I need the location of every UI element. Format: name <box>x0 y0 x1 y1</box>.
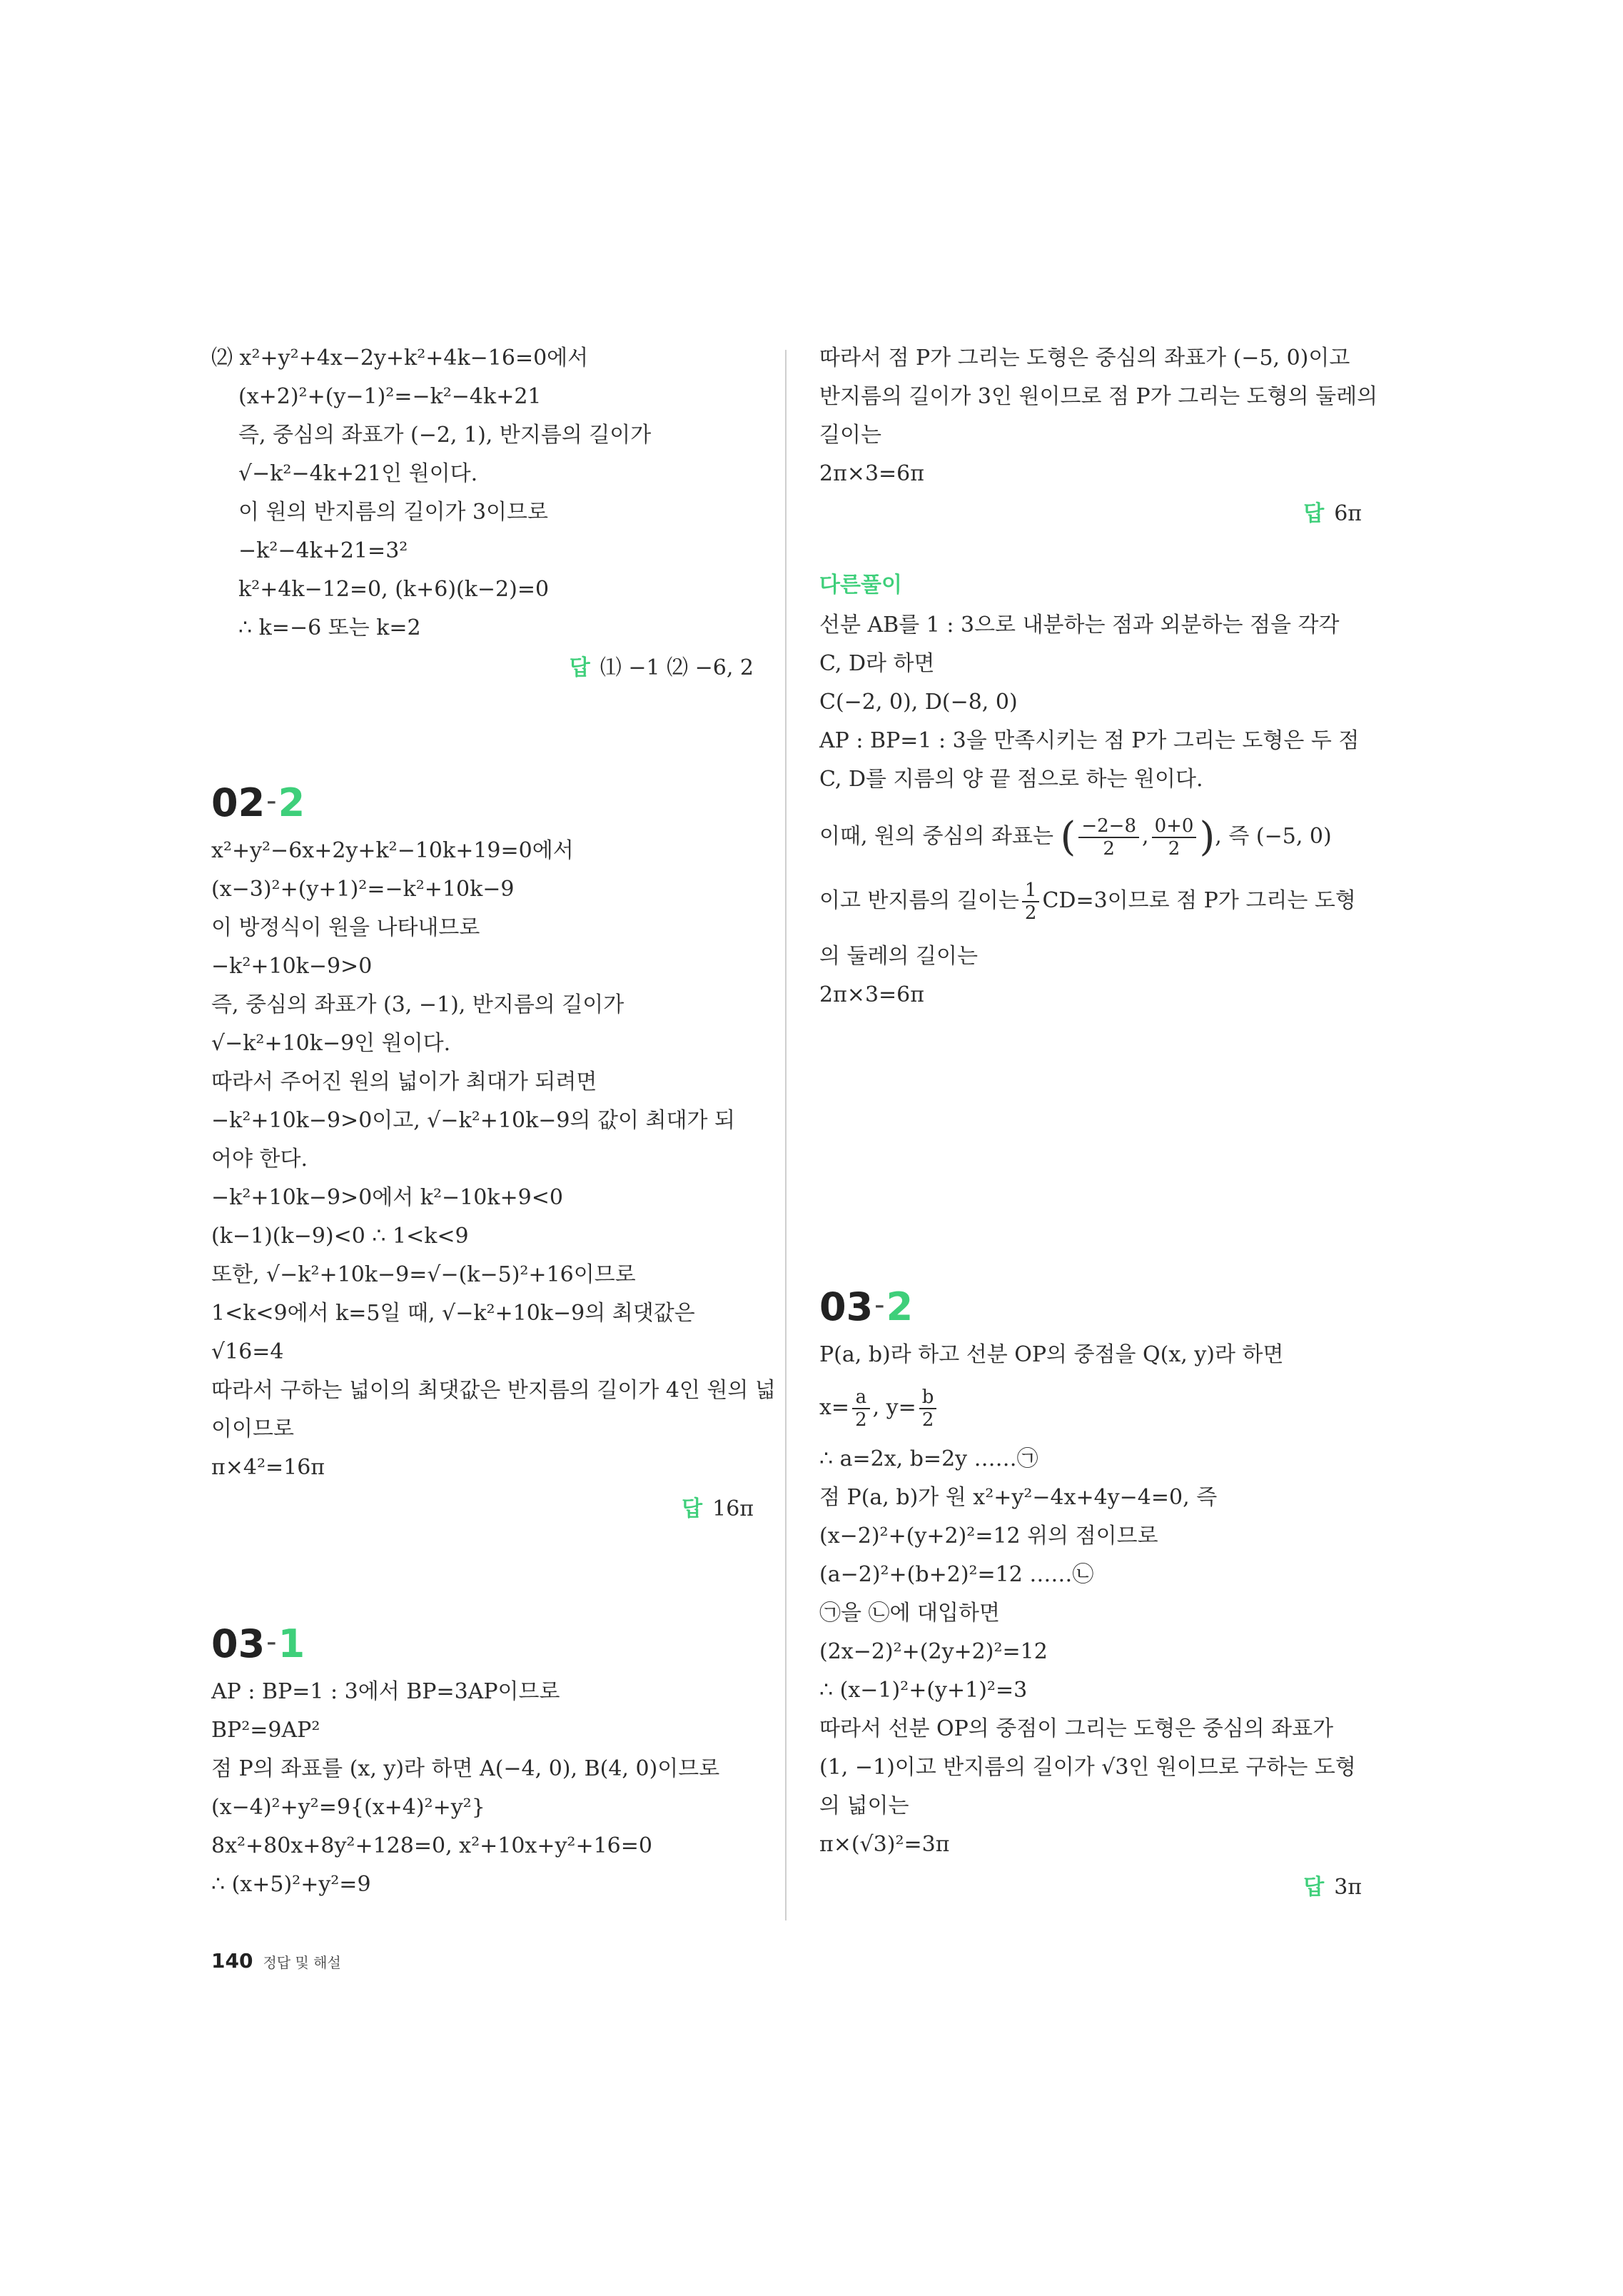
text-line: AP : BP=1 : 3에서 BP=3AP이므로 <box>211 1679 560 1704</box>
answer-value: 16π <box>712 1496 754 1521</box>
text-line: −k²+10k−9>0 <box>211 954 373 979</box>
text-line: 8x²+80x+8y²+128=0, x²+10x+y²+16=0 <box>211 1833 652 1858</box>
text-line: π×(√3)²=3π <box>819 1832 950 1857</box>
text-line: ㉠을 ㉡에 대입하면 <box>819 1601 1000 1626</box>
text-line: (a−2)²+(b+2)²=12 ……㉡ <box>819 1562 1094 1587</box>
left-paren: ( <box>1060 814 1076 860</box>
text-line: P(a, b)라 하고 선분 OP의 중점을 Q(x, y)라 하면 <box>819 1342 1284 1367</box>
text-line: 따라서 구하는 넓이의 최댓값은 반지름의 길이가 4인 원의 넓 <box>211 1378 776 1403</box>
answer-value: 6π <box>1334 501 1362 526</box>
text-line: C(−2, 0), D(−8, 0) <box>819 690 1018 715</box>
fraction: $\frac{b}{2}$ <box>919 1386 937 1431</box>
center-formula-line: 이때, 원의 중심의 좌표는 ( $\frac{-2-8}{2}$ , $\frac{0+0}{2}$ ), 즉 (−5, 0) <box>819 814 1332 860</box>
answer-line <box>1303 500 1362 528</box>
text-line: 따라서 점 P가 그리는 도형은 중심의 좌표가 (−5, 0)이고 <box>819 346 1350 371</box>
text-line: 이이므로 <box>211 1416 294 1441</box>
text-line: 선분 AB를 1 : 3으로 내분하는 점과 외분하는 점을 각각 <box>819 613 1340 638</box>
text-line: 1<k<9에서 k=5일 때, √−k²+10k−9의 최댓값은 <box>211 1301 695 1326</box>
section-heading-03-2: 03-2 <box>819 1284 914 1329</box>
text-line: BP²=9AP² <box>211 1718 320 1743</box>
fraction: $\frac{0+0}{2}$ <box>1152 815 1197 860</box>
text-line: ∴ k=−6 또는 k=2 <box>238 615 421 640</box>
text-line: (x−2)²+(y+2)²=12 위의 점이므로 <box>819 1524 1158 1549</box>
text-line: ∴ a=2x, b=2y ……㉠ <box>819 1446 1038 1471</box>
text-line: 또한, √−k²+10k−9=√−(k−5)²+16이므로 <box>211 1262 636 1287</box>
text-line: 따라서 주어진 원의 넓이가 최대가 되려면 <box>211 1069 597 1094</box>
text-line: 2π×3=6π <box>819 461 924 486</box>
text-line: −k²+10k−9>0에서 k²−10k+9<0 <box>211 1185 563 1210</box>
text-line: π×4²=16π <box>211 1455 325 1480</box>
text-line: 어야 한다. <box>211 1147 308 1172</box>
text-line: 점 P(a, b)가 원 x²+y²−4x+4y−4=0, 즉 <box>819 1485 1218 1510</box>
text-line: C, D를 지름의 양 끝 점으로 하는 원이다. <box>819 767 1203 792</box>
text-line: (x+2)²+(y−1)²=−k²−4k+21 <box>238 384 542 409</box>
answer-value: ⑴ −1 ⑵ −6, 2 <box>600 655 754 680</box>
text-line: 이 방정식이 원을 나타내므로 <box>211 915 480 940</box>
text-line: ∴ (x−1)²+(y+1)²=3 <box>819 1678 1028 1703</box>
text-line: 즉, 중심의 좌표가 (3, −1), 반지름의 길이가 <box>211 992 625 1017</box>
text-line: 반지름의 길이가 3인 원이므로 점 P가 그리는 도형의 둘레의 <box>819 384 1378 409</box>
answer-tag: 답 <box>1303 501 1325 526</box>
answer-line <box>682 1495 754 1524</box>
fraction: $\frac{1}{2}$ <box>1022 880 1040 924</box>
text-line: √−k²−4k+21인 원이다. <box>238 461 478 486</box>
text-line: 즉, 중심의 좌표가 (−2, 1), 반지름의 길이가 <box>238 423 652 448</box>
text-line: (2x−2)²+(2y+2)²=12 <box>819 1639 1048 1664</box>
radius-formula-line: 이고 반지름의 길이는 $\frac{1}{2}$ CD=3이므로 점 P가 그리는 도형 <box>819 880 1356 924</box>
answer-line <box>570 654 754 683</box>
text-line: (x−4)²+y²=9{(x+4)²+y²} <box>211 1795 485 1820</box>
text-line: 따라서 선분 OP의 중점이 그리는 도형은 중심의 좌표가 <box>819 1716 1334 1741</box>
text-line: C, D라 하면 <box>819 651 935 676</box>
text-line: k²+4k−12=0, (k+6)(k−2)=0 <box>238 577 550 602</box>
footer-title: 정답 및 해설 <box>263 1954 341 1971</box>
text-line: √−k²+10k−9인 원이다. <box>211 1031 451 1056</box>
text-line: 점 P의 좌표를 (x, y)라 하면 A(−4, 0), B(4, 0)이므로 <box>211 1756 720 1781</box>
text-line: x²+y²−6x+2y+k²−10k+19=0에서 <box>211 838 574 863</box>
midpoint-formula-line: x= $\frac{a}{2}$ , y= $\frac{b}{2}$ <box>819 1385 939 1431</box>
column-divider <box>785 350 787 1920</box>
text-line: ∴ (x+5)²+y²=9 <box>211 1872 371 1897</box>
alternative-solution-label: 다른풀이 <box>819 573 902 598</box>
section-heading-03-1: 03-1 <box>211 1621 305 1666</box>
fraction: $\frac{a}{2}$ <box>852 1386 870 1431</box>
answer-tag: 답 <box>1303 1875 1325 1900</box>
page-number: 140 <box>211 1949 253 1973</box>
answer-tag: 답 <box>682 1496 703 1521</box>
text-line: ⑵ x²+y²+4x−2y+k²+4k−16=0에서 <box>211 346 589 371</box>
text-line: 2π×3=6π <box>819 982 924 1007</box>
text-line: (k−1)(k−9)<0 ∴ 1<k<9 <box>211 1224 469 1249</box>
text-line: AP : BP=1 : 3을 만족시키는 점 P가 그리는 도형은 두 점 <box>819 728 1360 753</box>
section-heading-02-2: 02-2 <box>211 780 305 825</box>
answer-value: 3π <box>1334 1875 1362 1900</box>
answer-line <box>1303 1873 1362 1902</box>
text-line: (1, −1)이고 반지름의 길이가 √3인 원이므로 구하는 도형 <box>819 1755 1356 1780</box>
right-paren: ) <box>1199 814 1215 860</box>
text-line: −k²−4k+21=3² <box>238 538 408 563</box>
fraction: $\frac{-2-8}{2}$ <box>1078 815 1139 860</box>
page-footer <box>211 1949 341 1973</box>
text-line: 의 둘레의 길이는 <box>819 944 978 969</box>
answer-tag: 답 <box>569 655 590 680</box>
text-line: √16=4 <box>211 1339 284 1364</box>
text-line: 이 원의 반지름의 길이가 3이므로 <box>238 500 548 525</box>
text-line: 의 넓이는 <box>819 1793 909 1818</box>
text-line: (x−3)²+(y+1)²=−k²+10k−9 <box>211 877 515 902</box>
text-line: −k²+10k−9>0이고, √−k²+10k−9의 값이 최대가 되 <box>211 1108 735 1133</box>
text-line: 길이는 <box>819 423 881 448</box>
